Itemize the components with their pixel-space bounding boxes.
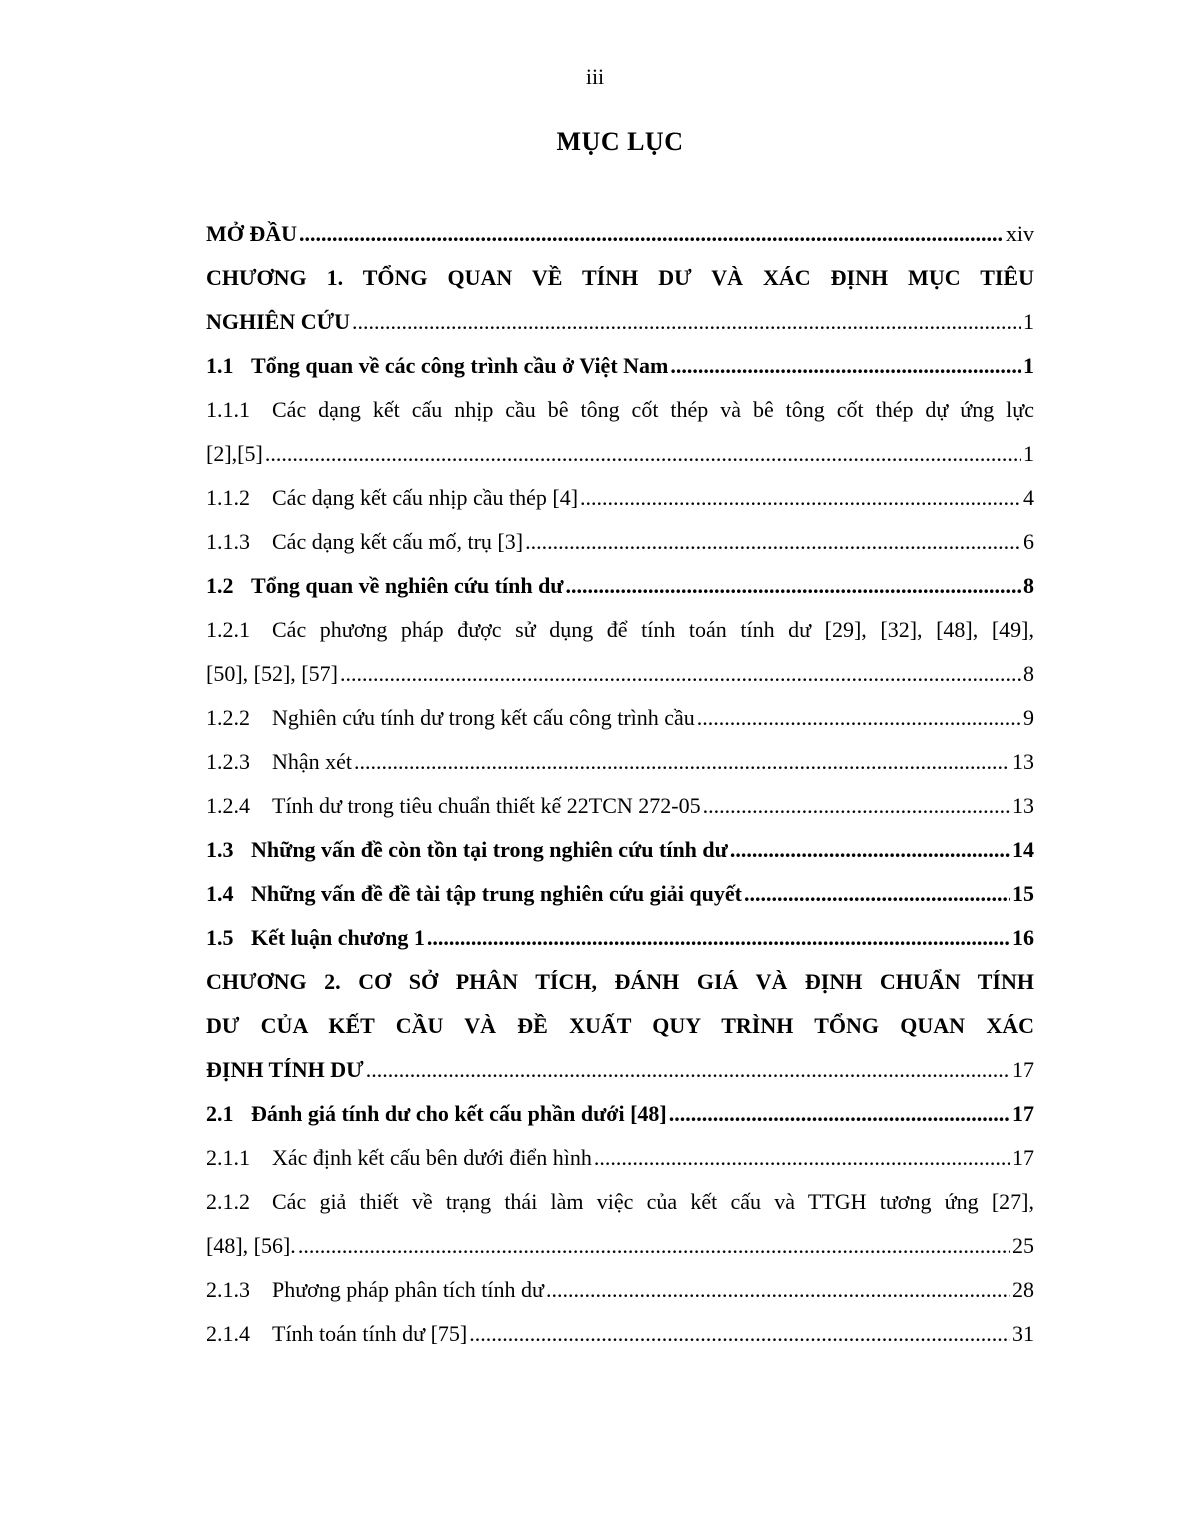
toc-entry-1-2-2[interactable]: 1.2.2 Nghiên cứu tính dư trong kết cấu công trình cầu ..... 9	[206, 696, 1034, 740]
toc-entry-2-1-4[interactable]: 2.1.4 Tính toán tính dư [75] ..... 31	[206, 1312, 1034, 1356]
toc-entry-1-2-1[interactable]: [50], [52], [57] ..... 8	[206, 652, 1034, 696]
page-number: iii	[585, 64, 605, 89]
toc-entry-1-2-1-line1[interactable]: 1.2.1 Các phương pháp được sử dụng để tính toán tính dư [29], [32], [48], [49],	[206, 617, 1034, 642]
toc-entry-1-5[interactable]: 1.5 Kết luận chương 1 ..... 16	[206, 916, 1034, 960]
toc-entry-1-1[interactable]: 1.1 Tổng quan về các công trình cầu ở Việt Nam ..... 1	[206, 344, 1034, 388]
toc-entry-mo-dau[interactable]: MỞ ĐẦU ..... xiv	[206, 212, 1034, 256]
toc-entry-1-1-2[interactable]: 1.1.2 Các dạng kết cấu nhịp cầu thép [4] ..... 4	[206, 476, 1034, 520]
toc-entry-chapter-2-line1[interactable]: CHƯƠNG 2. CƠ SỞ PHÂN TÍCH, ĐÁNH GIÁ VÀ ĐỊNH CHUẨN TÍNH	[206, 969, 1034, 994]
toc-entry-chapter-2[interactable]: ĐỊNH TÍNH DƯ ..... 17	[206, 1048, 1034, 1092]
toc-entry-2-1[interactable]: 2.1 Đánh giá tính dư cho kết cấu phần dưới [48] ..... 17	[206, 1092, 1034, 1136]
page-title: MỤC LỤC	[556, 127, 684, 156]
toc-entry-2-1-2-line1[interactable]: 2.1.2 Các giả thiết về trạng thái làm việc của kết cấu và TTGH tương ứng [27],	[206, 1189, 1034, 1214]
toc-entry-1-1-3[interactable]: 1.1.3 Các dạng kết cấu mố, trụ [3] ..... 6	[206, 520, 1034, 564]
toc-entry-chapter-1[interactable]: NGHIÊN CỨU ..... 1	[206, 300, 1034, 344]
toc-entry-1-2[interactable]: 1.2 Tổng quan về nghiên cứu tính dư ..... 8	[206, 564, 1034, 608]
toc-entry-chapter-2-line2[interactable]: DƯ CỦA KẾT CẦU VÀ ĐỀ XUẤT QUY TRÌNH TỔNG QUAN XÁC	[206, 1013, 1034, 1038]
toc-entry-2-1-1[interactable]: 2.1.1 Xác định kết cấu bên dưới điển hình ..... 17	[206, 1136, 1034, 1180]
toc-entry-1-2-3[interactable]: 1.2.3 Nhận xét ..... 13	[206, 740, 1034, 784]
toc-entry-1-1-1-line1[interactable]: 1.1.1 Các dạng kết cấu nhịp cầu bê tông cốt thép và bê tông cốt thép dự ứng lực	[206, 397, 1034, 422]
toc-entry-2-1-3[interactable]: 2.1.3 Phương pháp phân tích tính dư ..... 28	[206, 1268, 1034, 1312]
toc-entry-chapter-1-line1[interactable]: CHƯƠNG 1. TỔNG QUAN VỀ TÍNH DƯ VÀ XÁC ĐỊNH MỤC TIÊU	[206, 265, 1034, 290]
toc-entry-2-1-2[interactable]: [48], [56]. ..... 25	[206, 1224, 1034, 1268]
table-of-contents	[206, 212, 1034, 1356]
toc-entry-1-3[interactable]: 1.3 Những vấn đề còn tồn tại trong nghiên cứu tính dư ..... 14	[206, 828, 1034, 872]
toc-entry-1-2-4[interactable]: 1.2.4 Tính dư trong tiêu chuẩn thiết kế 22TCN 272-05 ..... 13	[206, 784, 1034, 828]
toc-entry-1-1-1[interactable]: [2],[5] ..... 1	[206, 432, 1034, 476]
toc-entry-1-4[interactable]: 1.4 Những vấn đề đề tài tập trung nghiên cứu giải quyết ..... 15	[206, 872, 1034, 916]
